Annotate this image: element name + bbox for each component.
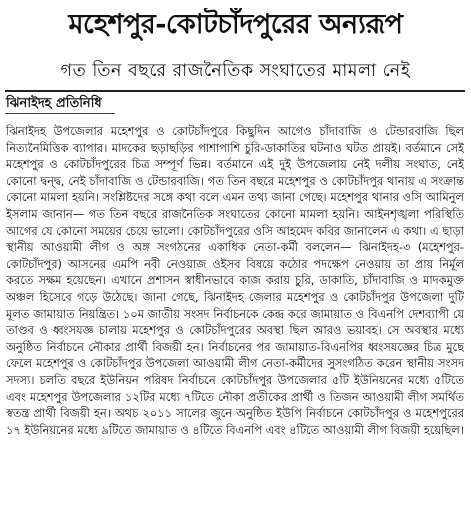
article-body: ঝিনাইদহ উপজেলার মহেশপুর ও কোটচাঁদপুরে কিছুদিন আগেও চাঁদাবাজি ও টেন্ডারবাজি ছিল নিত্যনৈমিত্তিক ব্যাপার। মাদকের ছড়াছড়ির পাশাপাশি চুরি-ডাকাতির ঘটনাও ঘটত প্রায়ই। বর্তমানে সেই মহেশপুর ও কোটচাঁদপুরের চিত্র সম্পূর্ণ ভিন্ন। বর্তমানে এই দুই উপজেলায় নেই দলীয় সংঘাত, নেই কোনো দ্বন্দ্ব, নেই চাঁদাবাজি ও টেন্ডারবাজি। গত তিন বছরে মহেশপুর ও কোটচাঁদপুর থানায় এ সংক্রান্ত কোনো মামলা হয়নি। সংশ্লিষ্টদের সঙ্গে কথা বলে এমন তথ্য জানা গেছে। মহেশপুর থানার ওসি আমিনুল ইসলাম জানান— গত তিন বছরে রাজনৈতিক সংঘাতের কোনো মামলা হয়নি। আইনশৃঙ্খলা পরিস্থিতি আগের যে কোনো সময়ের চেয়ে ভালো। কোটচাঁদপুরের ওসি আহমেদ কবির জানালেন এ কথা। এ ছাড়া স্থানীয় আওয়ামী লীগ ও অঙ্গ সংগঠনের একাধিক নেতা-কর্মী বললেন— ঝিনাইদহ-৩ (মহেশপুর-কোটচাঁদপুর) আসনের এমপি নবী নেওয়াজ ওইসব বিষয়ে কঠোর পদক্ষেপ নেওয়ায় তা প্রায় নির্মূল করতে সক্ষম হয়েছেন। এখানে প্রশাসন স্বাধীনভাবে কাজ করায় চুরি, ডাকাতি, চাঁদাবাজি ও মাদকমুক্ত অঞ্চল হিসেবে গড়ে উঠেছে। জানা গেছে, ঝিনাইদহ জেলার মহেশপুর ও কোটচাঁদপুর উপজেলা দুটি মূলত জামায়াত নিয়ন্ত্রিত। ১০ম জাতীয় সংসদ নির্বাচনকে কেন্দ্র করে জামায়াত ও বিএনপি দেশব্যাপী যে তাণ্ডব ও ধ্বংসযজ্ঞ চালায় মহেশপুর ও কোটচাঁদপুরের অবস্থা ছিল আরও ভয়াবহ। সে অবস্থার মধ্যে অনুষ্ঠিত নির্বাচনে নৌকার প্রার্থী বিজয়ী হন। নির্বাচনের পর জামায়াত-বিএনপির ধ্বংসযজ্ঞের চিত্র মুছে ফেলে মহেশপুর ও কোটচাঁদপুর উপজেলা আওয়ামী লীগ নেতা-কর্মীদের সুসংগঠিত করেন স্থানীয় সংসদ সদস্য। চলতি বছরে ইউনিয়ন পরিষদ নির্বাচনে কোটচাঁদপুর উপজেলার ৫টি ইউনিয়নের মধ্যে ৫টিতে এবং মহেশপুর উপজেলার ১২টির মধ্যে ৭টিতে নৌকা প্রতীকের প্রার্থী ও তিজন আওয়ামী লীগ সমর্থিত স্বতন্ত্র প্রার্থী বিজয়ী হন। অথচ ২০১১ সালের জুনে অনুষ্ঠিত ইউপি নির্বাচনে কোটচাঁদপুর ও মহেশপুরের ১৭ ইউনিয়নের মধ্যে ৯টিতে জামায়াত ও ৪টিতে বিএনপি এবং ৪টিতে আওয়ামী লীগ বিজয়ী হয়েছিল। — [6, 124, 464, 437]
headline: মহেশপুর-কোটচাঁদপুরের অন্যরূপ — [68, 9, 403, 40]
byline: ঝিনাইদহ প্রতিনিধি — [6, 96, 102, 111]
subheadline: গত তিন বছরে রাজনৈতিক সংঘাতের মামলা নেই — [60, 61, 411, 81]
byline-underline — [5, 113, 115, 114]
divider — [5, 90, 465, 92]
